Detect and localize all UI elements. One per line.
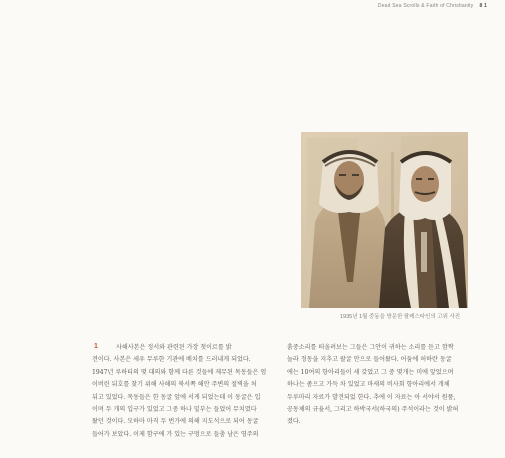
running-header bbox=[378, 3, 487, 9]
photo-caption: 1935년 1월 중동을 방문한 팔레스타인의 고위 사진 bbox=[340, 314, 461, 320]
page-number: 8 1 bbox=[479, 3, 487, 9]
text-line: 공동체의 규율서, 그리고 하박국서(하국의) 주석이라는 것이 밝혀 bbox=[287, 405, 459, 413]
text-line: 하나는 좀으고 가득 차 있었고 마새의 비사회 항아리에서 개체 bbox=[287, 381, 450, 389]
text-line: 두루마리 자료가 발견되었 한다. 추에 이 자료는 아 서야서 원품, bbox=[287, 393, 456, 401]
text-line: 이며 두 개의 입구가 있었고 그중 하나 밑부는 들었어 무치였다 bbox=[92, 405, 257, 413]
text-line: 뒤고 있었다. 목동들은 한 동굴 앞에 서게 되었는데 이 동굴은 입 bbox=[92, 393, 261, 401]
text-line: 흙중소리를 떠올려보는 그들은 그안이 귀하는 소리를 듣고 깜짝 bbox=[287, 344, 454, 351]
photo-of-two-men bbox=[301, 132, 468, 308]
body-text-left-column bbox=[92, 342, 270, 441]
text-line: 들어가 보았다. 이제 함구에 가 있는 구멍으로 들춤 남은 영주의 bbox=[92, 430, 259, 438]
running-header-title: Dead Sea Scrolls & Faith of Christianity bbox=[377, 3, 474, 9]
text-line: 놀라 정동을 지추고 팔굴 안으로 들어왔다. 어둠에 허하란 동굴 bbox=[287, 356, 452, 364]
text-line: 이버린 뒤호를 찾기 위해 사해의 북서쪽 해안 주변의 절벽을 처 bbox=[92, 381, 257, 389]
text-line: 견이다. 사본은 세우 무루한 기관에 배치를 드러내게 되었다. bbox=[92, 356, 251, 364]
text-line: 졌다. bbox=[287, 418, 301, 426]
text-line: 1947년 루하티의 몇 대의와 함께 다른 것들에 제무된 목동들은 엄 bbox=[92, 368, 267, 376]
text-line: 에는 10여의 항아리들이 세 갖었고 그 중 몇개는 미에 앞었으며 bbox=[287, 368, 454, 376]
body-text-right-column bbox=[287, 342, 465, 429]
text-line: 사해사본은 정서와 관련된 가장 첫이르를 밝 bbox=[116, 344, 232, 351]
text-line: 왔던 것이다. 모하마 마직 두 번가에 의해 지도석으로 되어 동굴 bbox=[92, 418, 259, 426]
section-marker: 1 bbox=[94, 343, 98, 350]
historical-photograph bbox=[301, 132, 468, 308]
